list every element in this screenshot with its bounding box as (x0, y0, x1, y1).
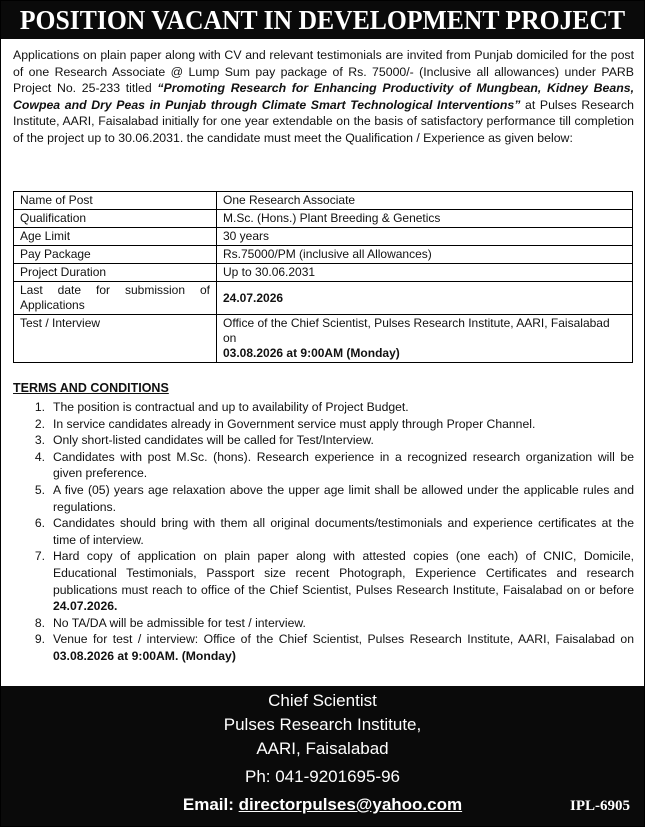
interview-venue: Office of the Chief Scientist, Pulses Research Institute, AARI, Faisalabad on (223, 316, 610, 345)
row-key: Last date for submission of Applications (14, 282, 217, 315)
list-item: 9. Venue for test / interview: Office of the Chief Scientist, Pulses Research Institute, AARI, Faisalabad on 03.08.2026 at 9:00AM. (Monday) (34, 632, 634, 663)
list-item: 6. Candidates should bring with them all original documents/testimonials and experience certificates at the time of interview. (34, 516, 634, 547)
project-title: “Promoting Research for Enhancing Productivity of Mungbean, Kidney Beans, Cowpea and Dry Peas in Punjab through Climate Smart Technological Interventions” (13, 81, 634, 112)
row-value: 24.07.2026 (217, 282, 633, 315)
list-item: 2. In service candidates already in Government service must apply through Proper Channel. (34, 416, 536, 431)
row-value (217, 315, 633, 363)
email-label: Email: (182, 795, 239, 814)
terms-heading: TERMS AND CONDITIONS (13, 381, 169, 395)
list-item: 4. Candidates with post M.Sc. (hons). Research experience in a recognized research organization will be given preference. (34, 449, 634, 481)
row-value: Up to 30.06.2031 (217, 264, 633, 282)
row-key: Age Limit (14, 228, 217, 246)
row-value: M.Sc. (Hons.) Plant Breeding & Genetics (217, 210, 633, 228)
table-row (14, 264, 633, 282)
table-row (14, 228, 633, 246)
row-value: One Research Associate (217, 192, 633, 210)
row-key: Test / Interview (14, 315, 217, 363)
footer-location: AARI, Faisalabad (256, 739, 389, 758)
table-row (14, 192, 633, 210)
intro-paragraph (13, 47, 634, 147)
footer-office: Chief Scientist (268, 691, 377, 710)
row-key: Qualification (14, 210, 217, 228)
interview-date: 03.08.2026 at 9:00AM (Monday) (223, 346, 400, 360)
intro-text-1: Applications on plain paper along with CV and relevant testimonials are invited from Punjab domiciled for the post of one Research Associate @ Lump Sum pay package of Rs. 75000/- (Inclusive all allowances) under PARB Project No. 25-233 titled (13, 48, 634, 96)
table-row (14, 315, 633, 363)
list-item: 1. The position is contractual and up to availability of Project Budget. (34, 400, 409, 414)
intro-text-2: at Pulses Research Institute, AARI, Faisalabad initially for one year extendable on the basis of satisfactory performance till completion of the project up to 30.06.2031. the candidate must meet the Qualification / Experience as given below: (13, 97, 635, 145)
list-item: 3. Only short-listed candidates will be called for Test/Interview. (34, 433, 374, 448)
table-row (14, 210, 633, 228)
list-item: 7. Hard copy of application on plain paper along with attested copies (one each) of CNIC, Domicile, Educational Testimonials, Passport size recent Photograph, Experience Certificates and research publications must reach to office of the Chief Scientist, Pulses Research Institute, Faisalabad on or before 24.07.2026. (34, 549, 634, 614)
row-value: 30 years (217, 228, 633, 246)
table-row (14, 282, 633, 315)
list-item: 5. A five (05) years age relaxation above the upper age limit shall be allowed under the applicable rules and regulations. (34, 482, 634, 514)
row-key: Project Duration (14, 264, 217, 282)
post-details-table (13, 191, 633, 363)
footer-institute: Pulses Research Institute, (223, 715, 422, 734)
row-key: Name of Post (14, 192, 217, 210)
list-item: 8. No TA/DA will be admissible for test / interview. (34, 615, 306, 630)
ipl-code: IPL-6905 (570, 798, 630, 814)
email-link[interactable]: directorpulses@yahoo.com (238, 795, 463, 814)
terms-list (13, 399, 634, 665)
page-title: POSITION VACANT IN DEVELOPMENT PROJECT (19, 5, 626, 35)
table-row (14, 246, 633, 264)
footer-phone: Ph: 041-9201695-96 (244, 767, 401, 786)
row-key: Pay Package (14, 246, 217, 264)
footer-email (1, 794, 644, 816)
row-value: Rs.75000/PM (inclusive all Allowances) (217, 246, 633, 264)
contact-footer (1, 686, 644, 826)
